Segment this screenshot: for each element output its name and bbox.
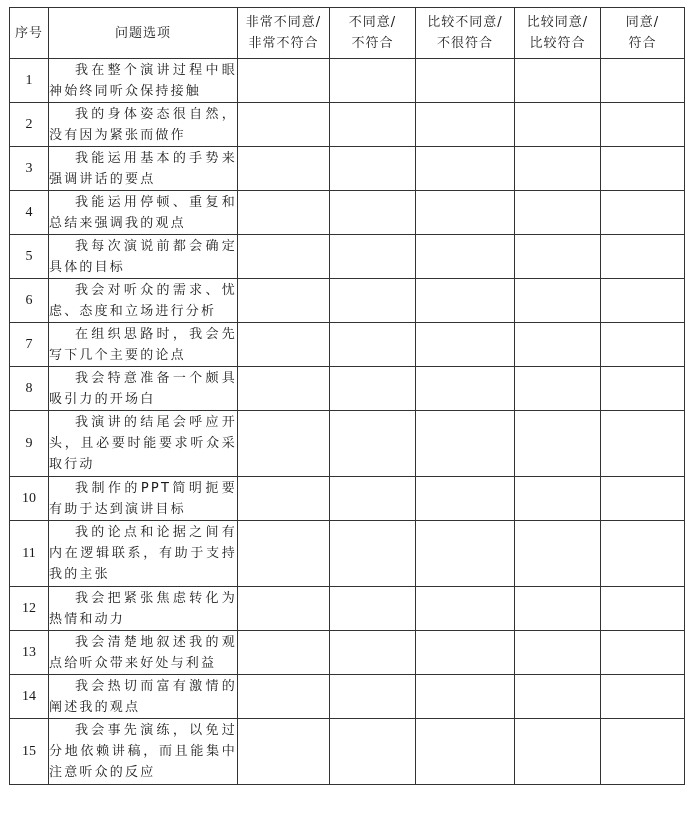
answer-strongly-disagree-cell[interactable]: [238, 719, 330, 785]
question-text: 我会特意准备一个颇具吸引力的开场白: [49, 370, 237, 407]
question-cell: [49, 59, 238, 103]
header-label-line: 比较不同意/: [427, 15, 503, 30]
question-number: 15: [10, 719, 49, 785]
answer-somewhat-disagree-cell[interactable]: [416, 103, 515, 147]
question-text: 我能运用停顿、重复和总结来强调我的观点: [49, 194, 237, 231]
answer-somewhat-agree-cell[interactable]: [515, 235, 601, 279]
answer-somewhat-disagree-cell[interactable]: [416, 521, 515, 587]
question-row: [10, 59, 685, 103]
answer-disagree-cell[interactable]: [330, 675, 416, 719]
answer-disagree-cell[interactable]: [330, 477, 416, 521]
answer-disagree-cell[interactable]: [330, 631, 416, 675]
header-label-line: 不同意/: [348, 15, 397, 30]
question-row: [10, 411, 685, 477]
header-strongly-disagree: [238, 8, 330, 59]
answer-agree-cell[interactable]: [601, 587, 685, 631]
question-row: [10, 675, 685, 719]
answer-agree-cell[interactable]: [601, 103, 685, 147]
answer-somewhat-disagree-cell[interactable]: [416, 191, 515, 235]
question-number: 5: [10, 235, 49, 279]
answer-agree-cell[interactable]: [601, 411, 685, 477]
answer-agree-cell[interactable]: [601, 719, 685, 785]
answer-somewhat-disagree-cell[interactable]: [416, 279, 515, 323]
answer-somewhat-disagree-cell[interactable]: [416, 235, 515, 279]
answer-agree-cell[interactable]: [601, 235, 685, 279]
survey-sheet: [9, 7, 684, 785]
question-text: 我的论点和论据之间有内在逻辑联系，有助于支持我的主张: [49, 525, 237, 582]
answer-somewhat-agree-cell[interactable]: [515, 147, 601, 191]
answer-somewhat-agree-cell[interactable]: [515, 191, 601, 235]
answer-strongly-disagree-cell[interactable]: [238, 279, 330, 323]
question-number: 8: [10, 367, 49, 411]
header-disagree: [330, 8, 416, 59]
survey-table: [9, 7, 685, 785]
question-row: [10, 191, 685, 235]
answer-disagree-cell[interactable]: [330, 279, 416, 323]
question-cell: [49, 587, 238, 631]
header-somewhat-disagree: [416, 8, 515, 59]
answer-disagree-cell[interactable]: [330, 367, 416, 411]
question-text: 我会把紧张焦虑转化为热情和动力: [49, 590, 237, 627]
question-cell: [49, 235, 238, 279]
header-label-line: 非常不同意/: [245, 15, 322, 30]
question-cell: [49, 719, 238, 785]
answer-strongly-disagree-cell[interactable]: [238, 631, 330, 675]
question-row: [10, 631, 685, 675]
answer-agree-cell[interactable]: [601, 323, 685, 367]
question-cell: [49, 323, 238, 367]
header-label-line: 同意/: [625, 15, 660, 30]
question-row: [10, 719, 685, 785]
question-number: 6: [10, 279, 49, 323]
answer-somewhat-disagree-cell[interactable]: [416, 411, 515, 477]
answer-somewhat-agree-cell[interactable]: [515, 59, 601, 103]
answer-somewhat-disagree-cell[interactable]: [416, 59, 515, 103]
header-label-line: 符合: [628, 36, 657, 51]
answer-disagree-cell[interactable]: [330, 521, 416, 587]
answer-somewhat-agree-cell[interactable]: [515, 323, 601, 367]
question-number: 1: [10, 59, 49, 103]
answer-disagree-cell[interactable]: [330, 191, 416, 235]
answer-agree-cell[interactable]: [601, 631, 685, 675]
question-row: [10, 367, 685, 411]
question-cell: [49, 279, 238, 323]
header-label-line: 比较同意/: [526, 15, 589, 30]
question-number: 7: [10, 323, 49, 367]
header-label-line: 非常不符合: [248, 36, 319, 51]
question-cell: [49, 521, 238, 587]
question-text: 在组织思路时，我会先写下几个主要的论点: [49, 326, 237, 363]
answer-somewhat-agree-cell[interactable]: [515, 675, 601, 719]
question-text: 我会热切而富有激情的阐述我的观点: [49, 678, 237, 715]
question-row: [10, 103, 685, 147]
header-question: 问题选项: [49, 8, 238, 59]
answer-somewhat-agree-cell[interactable]: [515, 411, 601, 477]
answer-somewhat-agree-cell[interactable]: [515, 719, 601, 785]
answer-somewhat-agree-cell[interactable]: [515, 521, 601, 587]
answer-somewhat-agree-cell[interactable]: [515, 631, 601, 675]
question-number: 3: [10, 147, 49, 191]
answer-disagree-cell[interactable]: [330, 587, 416, 631]
answer-strongly-disagree-cell[interactable]: [238, 103, 330, 147]
question-row: [10, 235, 685, 279]
question-text: 我的身体姿态很自然，没有因为紧张而做作: [49, 106, 237, 143]
question-row: [10, 587, 685, 631]
answer-disagree-cell[interactable]: [330, 235, 416, 279]
answer-disagree-cell[interactable]: [330, 103, 416, 147]
question-text: 我在整个演讲过程中眼神始终同听众保持接触: [49, 62, 237, 99]
answer-strongly-disagree-cell[interactable]: [238, 323, 330, 367]
answer-disagree-cell[interactable]: [330, 411, 416, 477]
survey-body: [10, 59, 685, 785]
answer-somewhat-disagree-cell[interactable]: [416, 675, 515, 719]
header-row: [10, 8, 685, 59]
question-number: 2: [10, 103, 49, 147]
answer-agree-cell[interactable]: [601, 279, 685, 323]
question-cell: [49, 675, 238, 719]
question-cell: [49, 411, 238, 477]
answer-strongly-disagree-cell[interactable]: [238, 147, 330, 191]
question-number: 9: [10, 411, 49, 477]
question-number: 10: [10, 477, 49, 521]
answer-strongly-disagree-cell[interactable]: [238, 59, 330, 103]
question-text: 我演讲的结尾会呼应开头，且必要时能要求听众采取行动: [49, 415, 237, 472]
header-label-line: 不符合: [351, 36, 394, 51]
answer-somewhat-disagree-cell[interactable]: [416, 477, 515, 521]
question-text: 我每次演说前都会确定具体的目标: [49, 238, 237, 275]
question-cell: [49, 367, 238, 411]
answer-strongly-disagree-cell[interactable]: [238, 235, 330, 279]
answer-disagree-cell[interactable]: [330, 323, 416, 367]
answer-agree-cell[interactable]: [601, 477, 685, 521]
question-number: 13: [10, 631, 49, 675]
answer-somewhat-disagree-cell[interactable]: [416, 587, 515, 631]
question-row: [10, 147, 685, 191]
question-number: 4: [10, 191, 49, 235]
header-somewhat-agree: [515, 8, 601, 59]
answer-somewhat-disagree-cell[interactable]: [416, 323, 515, 367]
question-cell: [49, 191, 238, 235]
question-cell: [49, 631, 238, 675]
question-text: 我会事先演练，以免过分地依赖讲稿，而且能集中注意听众的反应: [49, 723, 237, 780]
question-row: [10, 279, 685, 323]
question-row: [10, 477, 685, 521]
question-text: 我制作的PPT简明扼要有助于达到演讲目标: [49, 480, 237, 517]
question-number: 14: [10, 675, 49, 719]
answer-agree-cell[interactable]: [601, 521, 685, 587]
answer-somewhat-disagree-cell[interactable]: [416, 719, 515, 785]
answer-agree-cell[interactable]: [601, 59, 685, 103]
question-text: 我会对听众的需求、忧虑、态度和立场进行分析: [49, 282, 237, 319]
answer-agree-cell[interactable]: [601, 675, 685, 719]
answer-strongly-disagree-cell[interactable]: [238, 587, 330, 631]
header-agree: [601, 8, 685, 59]
answer-strongly-disagree-cell[interactable]: [238, 411, 330, 477]
answer-somewhat-agree-cell[interactable]: [515, 279, 601, 323]
header-index: 序号: [10, 8, 49, 59]
answer-agree-cell[interactable]: [601, 367, 685, 411]
question-number: 11: [10, 521, 49, 587]
answer-disagree-cell[interactable]: [330, 59, 416, 103]
question-cell: [49, 103, 238, 147]
answer-somewhat-agree-cell[interactable]: [515, 587, 601, 631]
answer-somewhat-disagree-cell[interactable]: [416, 367, 515, 411]
question-cell: [49, 477, 238, 521]
header-label-line: 不很符合: [436, 36, 493, 51]
answer-strongly-disagree-cell[interactable]: [238, 367, 330, 411]
question-cell: [49, 147, 238, 191]
answer-strongly-disagree-cell[interactable]: [238, 191, 330, 235]
answer-somewhat-agree-cell[interactable]: [515, 103, 601, 147]
header-label-line: 比较符合: [529, 36, 586, 51]
answer-somewhat-disagree-cell[interactable]: [416, 147, 515, 191]
question-text: 我能运用基本的手势来强调讲话的要点: [49, 150, 237, 187]
answer-strongly-disagree-cell[interactable]: [238, 477, 330, 521]
answer-agree-cell[interactable]: [601, 147, 685, 191]
answer-somewhat-disagree-cell[interactable]: [416, 631, 515, 675]
answer-somewhat-agree-cell[interactable]: [515, 367, 601, 411]
answer-somewhat-agree-cell[interactable]: [515, 477, 601, 521]
question-row: [10, 323, 685, 367]
answer-strongly-disagree-cell[interactable]: [238, 675, 330, 719]
answer-disagree-cell[interactable]: [330, 719, 416, 785]
question-text: 我会清楚地叙述我的观点给听众带来好处与利益: [49, 634, 237, 671]
answer-strongly-disagree-cell[interactable]: [238, 521, 330, 587]
answer-agree-cell[interactable]: [601, 191, 685, 235]
question-row: [10, 521, 685, 587]
question-number: 12: [10, 587, 49, 631]
answer-disagree-cell[interactable]: [330, 147, 416, 191]
